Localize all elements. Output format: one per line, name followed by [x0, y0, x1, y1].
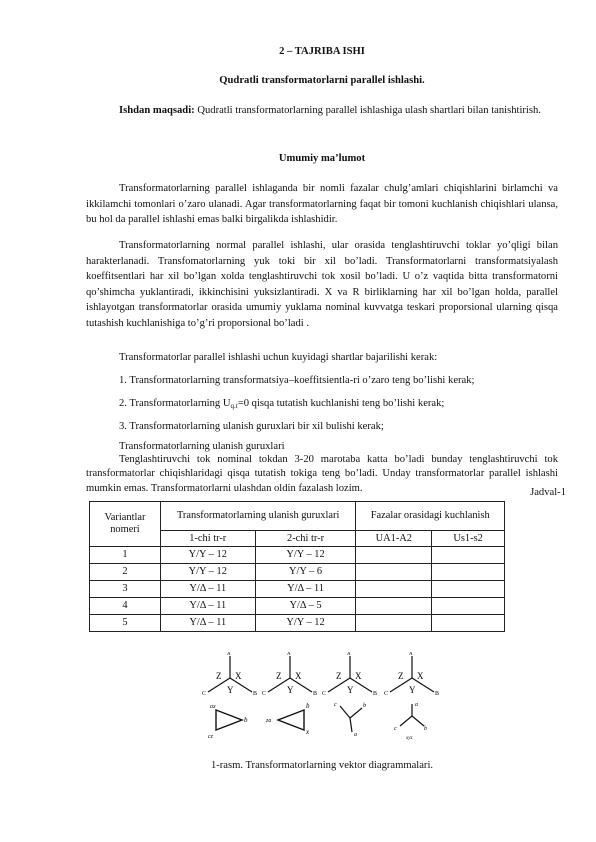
- table-cell: 3: [90, 581, 161, 598]
- condition-2-sub: q.t: [230, 402, 238, 410]
- diagram-label: a: [354, 732, 357, 738]
- groups-heading: Transformatorlarning ulanish guruxlari: [119, 441, 285, 452]
- table-cell: Y/Y – 12: [160, 547, 255, 564]
- table-cell: Y/Δ – 11: [255, 581, 356, 598]
- diagram-label: ax: [210, 704, 216, 710]
- diagram-label: xyz: [406, 736, 413, 741]
- condition-2: [119, 396, 558, 412]
- condition-2-post: =0 qisqa tutatish kuchlanishi teng bo’lishi kerak;: [237, 398, 445, 409]
- table-cell: Y/Δ – 11: [160, 581, 255, 598]
- header-voltage: Fazalar orasidagi kuchlanish: [356, 502, 505, 531]
- table-cell: Y/Y – 12: [255, 547, 356, 564]
- table-body: [90, 547, 505, 632]
- diagram-label: B: [313, 691, 318, 697]
- diagram-label: Y: [347, 685, 354, 695]
- diagram-label: C: [202, 691, 207, 697]
- header-u1: UA1-A2: [356, 531, 432, 547]
- table-cell: [432, 547, 505, 564]
- paragraph-2: Transformatorlarning normal parallel ishlashi, ular orasida tenglashtiruvchi toklar yo’qligi bilan harakterlanadi. Transfomatorlarning yuk toki bir xil bo’ladi. Transformatorlarni transformatsiyalash koeffitsentlari har xil bo’lgan xolda tenglashtiruvchi tok xosil bo’ladi. U o’z vaqtida bitta transformatorni qo’shimcha yuklantiradi, ikkinchisini yuksizlantiradi. X va R birliklarning har xil bo’lgan holda, parallel ishlayotgan transformatorlar orasida umumiy yuklama nominal kuvvatga teskari proporsional ularning qisqa tutashish kuchlanishiga to’g’ri proporsional bo’ladi .: [86, 240, 558, 329]
- condition-2-pre: 2. Transformatorlarning U: [119, 398, 231, 409]
- diagram-label: A: [347, 652, 351, 657]
- table-row: [90, 564, 505, 581]
- diagram-label: X: [235, 671, 242, 681]
- table-cell: Y/Δ – 11: [160, 598, 255, 615]
- vector-line: [340, 706, 350, 718]
- conditions-intro: Transformatorlar parallel ishlashi uchun kuyidagi shartlar bajarilishi kerak:: [119, 352, 438, 363]
- diagram-label: b: [424, 726, 427, 732]
- diagram-label: B: [435, 691, 440, 697]
- diagram-label: cz: [208, 734, 213, 740]
- diagram-label: x: [306, 728, 310, 736]
- table-cell: [356, 581, 432, 598]
- diagram-label: Z: [336, 671, 342, 681]
- section-title: Umumiy ma’lumot: [278, 153, 366, 164]
- diagram-label: a: [415, 702, 418, 708]
- vector-line: [412, 716, 424, 726]
- diagram-label: A: [227, 652, 231, 657]
- diagram-label: Y: [287, 685, 294, 695]
- diagram-label: c: [334, 702, 337, 708]
- table-cell: Y/Y – 12: [255, 615, 356, 632]
- diagram-label: c: [394, 726, 397, 732]
- diagram-label: A: [409, 652, 413, 657]
- table-cell: [356, 615, 432, 632]
- diagram-label: C: [322, 691, 327, 697]
- condition-3: 3. Transformatorlarning ulanish guruxlari bir xil bulishi kerak;: [119, 421, 384, 432]
- diagram-label: Y: [409, 685, 416, 695]
- table-cell: [432, 581, 505, 598]
- table-cell: 5: [90, 615, 161, 632]
- table-cell: [432, 615, 505, 632]
- table-row: [90, 547, 505, 564]
- diagram-label: Z: [276, 671, 282, 681]
- header-groups: Transformatorlarning ulanish guruxlari: [160, 502, 356, 531]
- groups-table: [89, 501, 505, 632]
- table-cell: [356, 547, 432, 564]
- vector-line: [400, 716, 412, 726]
- table-cell: Y/Y – 12: [160, 564, 255, 581]
- diagram-label: Z: [216, 671, 222, 681]
- table-header-row: [90, 502, 505, 531]
- diagram-label: X: [417, 671, 424, 681]
- diagram-label: X: [295, 671, 302, 681]
- diagram-label: A: [287, 652, 291, 657]
- lab-heading: 2 – TAJRIBA ISHI: [279, 46, 365, 57]
- table-cell: [432, 564, 505, 581]
- table-row: [90, 598, 505, 615]
- vector-triangle: [216, 710, 242, 730]
- table-cell: [356, 598, 432, 615]
- table-cell: 4: [90, 598, 161, 615]
- header-tr2: 2-chi tr-r: [255, 531, 356, 547]
- table-cell: Y/Δ – 11: [160, 615, 255, 632]
- diagram-label: C: [384, 691, 389, 697]
- table-cell: 1: [90, 547, 161, 564]
- diagram-label: b: [244, 716, 248, 724]
- lab-subtitle: Qudratli transformatorlarni parallel ishlashi.: [219, 75, 425, 86]
- paragraph-3: Tenglashtiruvchi tok nominal tokdan 3-20 marotaba katta bo’ladi bunday tenglashtiruvchi tok transformatorlar chiqishlaridagi qisqa tutatish tokiga teng bo’ladi. Unday transformatorlar parallel ishlashi mumkin emas. Transformatorlarni ulashdan oldin fazalash lozim.: [86, 454, 558, 494]
- diagram-label: Y: [227, 685, 234, 695]
- header-tr1: 1-chi tr-r: [160, 531, 255, 547]
- goal-label: Ishdan maqsadi:: [119, 105, 195, 116]
- goal-paragraph: [86, 103, 558, 119]
- diagram-label: Z: [398, 671, 404, 681]
- header-variant: Variantlar nomeri: [90, 502, 161, 547]
- diagram-label: b: [306, 702, 310, 710]
- figure-caption: 1-rasm. Transformatorlarning vektor diagrammalari.: [210, 760, 434, 771]
- paragraph-1: Transformatorlarning parallel ishlaganda bir nomli fazalar chulg’amlari chiqishlarini birlamchi va ikkilamchi tomonlari o’zaro ulanadi. Agar transformatorlarning faqat bir tomoni kuchlanish chiqishlari ulansa, bu hol da parallel ishlashi emas balki birgalikda ishlashidir.: [86, 183, 558, 226]
- table-row: [90, 615, 505, 632]
- table-cell: [356, 564, 432, 581]
- table-cell: Y/Y – 6: [255, 564, 356, 581]
- condition-1: 1. Transformatorlarning transformatsiya–koeffitsientla-ri o’zaro teng bo’lishi kerak;: [119, 375, 475, 386]
- diagram-label: b: [363, 703, 366, 709]
- vector-triangle: [278, 710, 304, 730]
- vector-line: [350, 718, 352, 732]
- diagram-label: B: [373, 691, 378, 697]
- vector-diagrams: [86, 652, 558, 747]
- table-label: Jadval-1: [530, 487, 566, 498]
- diagram-label: C: [262, 691, 267, 697]
- table-cell: Y/Δ – 5: [255, 598, 356, 615]
- table-cell: [432, 598, 505, 615]
- table-cell: 2: [90, 564, 161, 581]
- diagram-label: B: [253, 691, 258, 697]
- table-row: [90, 581, 505, 598]
- vector-line: [350, 708, 362, 718]
- header-u2: Us1-s2: [432, 531, 505, 547]
- diagram-label: za: [266, 718, 272, 724]
- goal-text: Qudratli transformatorlarning parallel ishlashiga ulash shartlari bilan tanishtirish.: [194, 105, 541, 116]
- diagram-label: X: [355, 671, 362, 681]
